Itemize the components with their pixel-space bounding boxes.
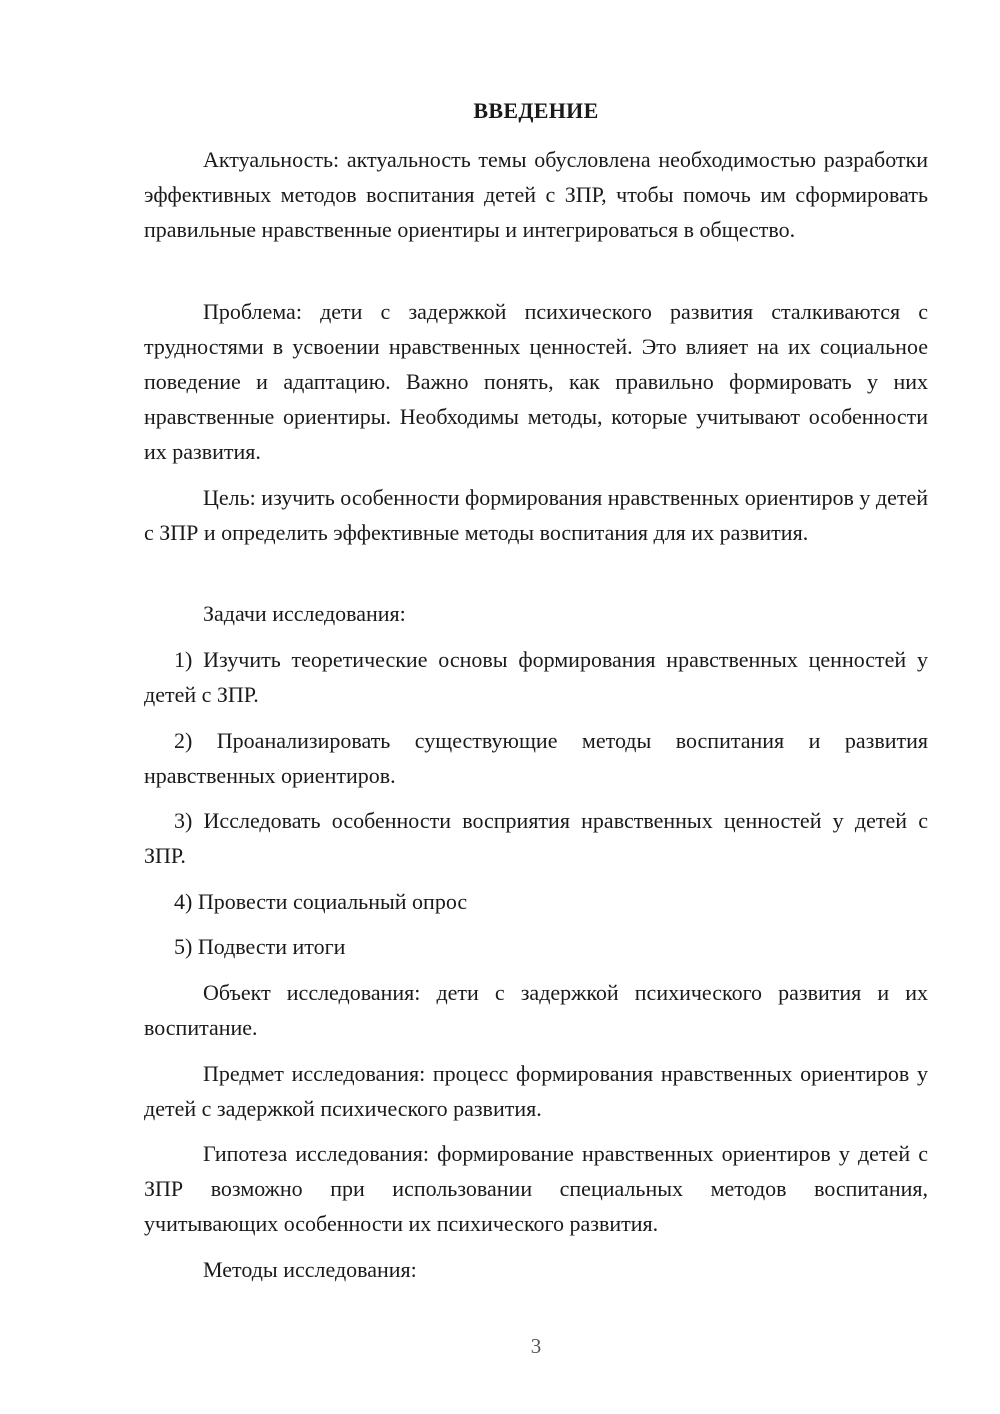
- list-item-task-5: 5) Подвести итоги: [174, 934, 346, 959]
- list-item-task-2: 2) Проанализировать существующие методы воспитания и развития нравственных ориентиров.: [144, 728, 928, 788]
- list-item-task-4: 4) Провести социальный опрос: [174, 889, 468, 914]
- paragraph-subject: Предмет исследования: процесс формирования нравственных ориентиров у детей с задержкой психического развития.: [144, 1061, 928, 1121]
- page-number: 3: [530, 1334, 542, 1358]
- paragraph-object: Объект исследования: дети с задержкой психического развития и их воспитание.: [144, 980, 928, 1040]
- paragraph-hypothesis: Гипотеза исследования: формирование нравственных ориентиров у детей с ЗПР возможно при использовании специальных методов воспитания, учитывающих особенности их психического развития.: [144, 1141, 928, 1236]
- section-title: ВВЕДЕНИЕ: [473, 98, 599, 123]
- paragraph-goal: Цель: изучить особенности формирования нравственных ориентиров у детей с ЗПР и определить эффективные методы воспитания для их развития.: [144, 485, 928, 545]
- document-page: [144, 0, 928, 1414]
- paragraph-relevance: Актуальность: актуальность темы обусловлена необходимостью разработки эффективных методов воспитания детей с ЗПР, чтобы помочь им сформировать правильные нравственные ориентиры и интегрироваться в общество.: [144, 147, 928, 242]
- list-item-task-1: 1) Изучить теоретические основы формирования нравственных ценностей у детей с ЗПР.: [144, 647, 928, 707]
- paragraph-methods: Методы исследования:: [203, 1257, 417, 1282]
- list-item-task-3: 3) Исследовать особенности восприятия нравственных ценностей у детей с ЗПР.: [144, 808, 928, 868]
- paragraph-tasks-heading: Задачи исследования:: [203, 601, 406, 626]
- paragraph-problem: Проблема: дети с задержкой психического развития сталкиваются с трудностями в усвоении нравственных ценностей. Это влияет на их социальное поведение и адаптацию. Важно понять, как правильно формировать у них нравственные ориентиры. Необходимы методы, которые учитывают особенности их развития.: [144, 299, 928, 464]
